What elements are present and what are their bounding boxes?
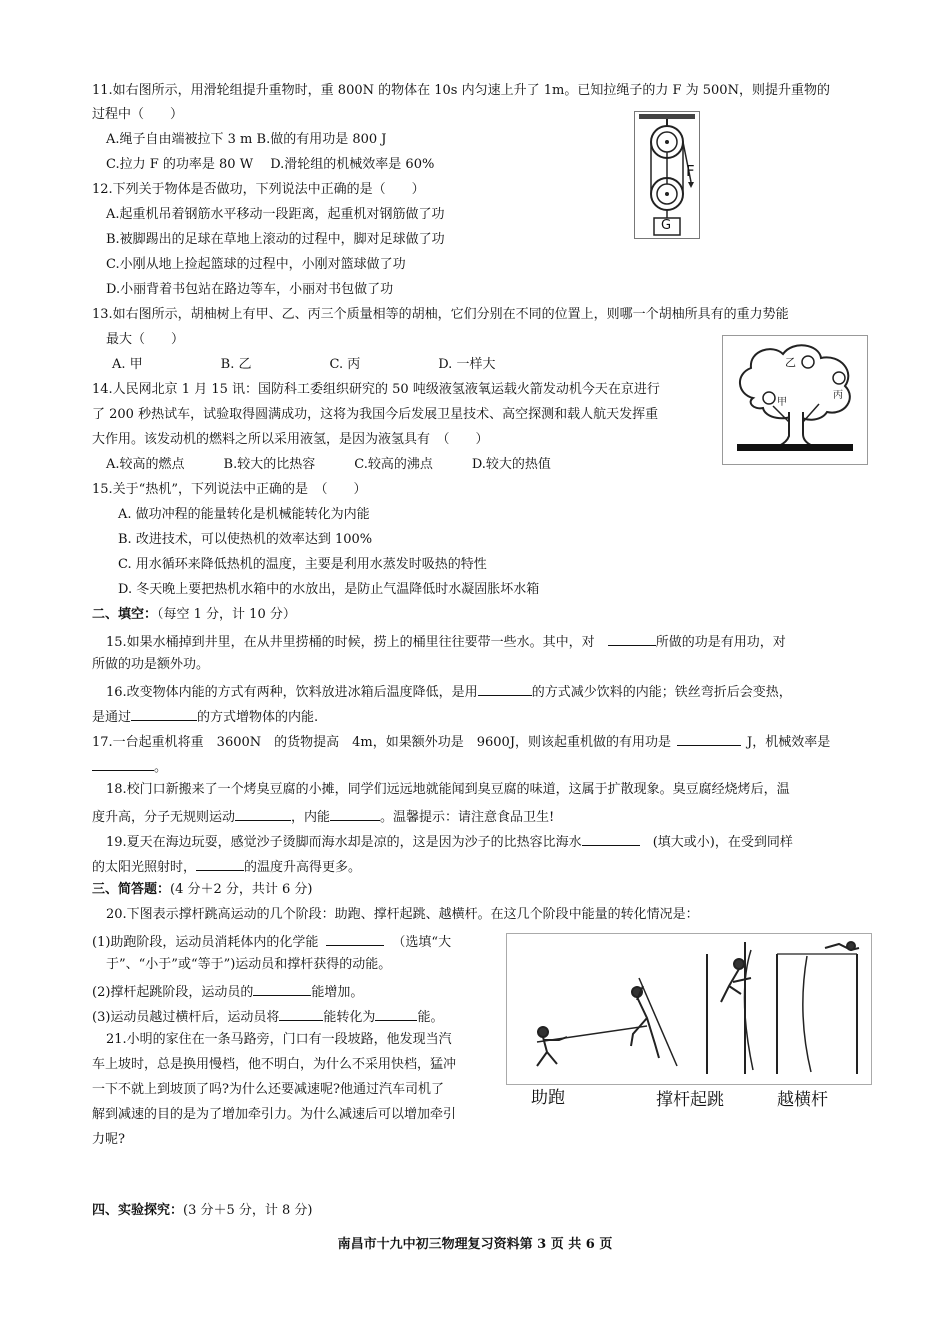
q12-option-b: B.被脚踢出的足球在草地上滚动的过程中，脚对足球做了功 (106, 232, 445, 247)
pulley-weight-label: G (661, 218, 672, 233)
q20-blank1[interactable] (326, 931, 384, 946)
q20-blank3[interactable] (279, 1006, 323, 1021)
q20-part1-line1 (92, 931, 451, 952)
fill18-blank2[interactable] (330, 806, 380, 821)
q21-line2: 车上坡时，总是换用慢档，他不明白，为什么不采用快档，猛冲 (92, 1057, 457, 1072)
q11-stem-line1: 11.如右图所示，用滑轮组提升重物时，重 800N 的物体在 10s 内匀速上升了 1m。已知拉绳子的力 F 为 500N，则提升重物的 (92, 83, 830, 98)
fill19-blank2[interactable] (196, 856, 244, 871)
fill16-l2post: 的方式增物体的内能. (197, 710, 319, 725)
fill15-line2: 所做的功是额外功。 (92, 657, 210, 672)
q20-part1-line2: 于”、“小于”或“等于”)运动员和撑杆获得的动能。 (106, 957, 392, 972)
pulley-figure (634, 111, 700, 239)
fill16-pre: 16.改变物体内能的方式有两种，饮料放进冰箱后温度降低，是用 (106, 685, 478, 700)
q21-line5: 力呢? (92, 1132, 125, 1147)
q20-stem: 20.下图表示撑杆跳高运动的几个阶段：助跑、撑杆起跳、越横杆。在这几个阶段中能量的转化情况是： (106, 907, 699, 922)
fill17-line1 (92, 731, 830, 752)
fill16-line1 (106, 681, 792, 702)
fill16-blank1[interactable] (478, 681, 532, 696)
fill19-blank1[interactable] (582, 831, 640, 846)
page-footer: 南昌市十九中初三物理复习资料第 3 页 共 6 页 (337, 1237, 613, 1252)
fill16-blank2[interactable] (131, 706, 197, 721)
tree-label-bing: 丙 (833, 390, 843, 401)
q21-line3: 一下不就上到坡顶了吗?为什么还要减速呢?他通过汽车司机了 (92, 1082, 444, 1097)
q11-stem-line2: 过程中（ ） (92, 107, 184, 122)
fill17-blank2[interactable] (92, 756, 154, 771)
q11-options-cd: C.拉力 F 的功率是 80 W D.滑轮组的机械效率是 60% (106, 157, 435, 172)
fill19-line1 (106, 831, 793, 852)
q20-part3 (92, 1006, 443, 1027)
q12-option-a: A.起重机吊着钢筋水平移动一段距离，起重机对钢筋做了功 (106, 207, 445, 222)
section4-note: (3 分＋5 分，计 8 分) (183, 1203, 313, 1218)
fill16-mid: 的方式减少饮料的内能；铁丝弯折后会变热， (531, 685, 792, 700)
q20-p3b: 能转化为 (323, 1010, 376, 1025)
q12-option-c: C.小刚从地上捡起篮球的过程中，小刚对篮球做了功 (106, 257, 406, 272)
section2-title: 二、填空： (92, 607, 158, 622)
fill17-end: 。 (154, 760, 168, 775)
tree-label-yi: 乙 (785, 356, 796, 369)
fill18-line1: 18.校门口新搬来了一个烤臭豆腐的小摊，同学们远远地就能闻到臭豆腐的味道，这属于扩散现象。臭豆腐经烧烤后，温 (106, 782, 790, 797)
q21-line4: 解到减速的目的是为了增加牵引力。为什么减速后可以增加牵引 (92, 1107, 457, 1122)
pulley-force-label: F (686, 162, 695, 180)
q20-blank2[interactable] (253, 981, 311, 996)
q21-line1: 21.小明的家住在一条马路旁，门口有一段坡路，他发现当汽 (106, 1032, 452, 1047)
q14-line1: 14.人民网北京 1 月 15 讯：国防科工委组织研究的 50 吨级液氢液氧运载火箭发动机今天在京进行 (92, 382, 660, 397)
fill18-line2 (92, 806, 554, 827)
q15-option-a: A. 做功冲程的能量转化是机械能转化为内能 (118, 507, 370, 522)
q15-option-c: C. 用水循环来降低热机的温度，主要是利用水蒸发时吸热的特性 (118, 557, 487, 572)
pole-caption-clear-bar: 越横杆 (777, 1090, 828, 1110)
q20-p1b: （选填“大 (392, 935, 452, 950)
q20-blank4[interactable] (375, 1006, 417, 1021)
q20-p1a: (1)助跑阶段，运动员消耗体内的化学能 (92, 935, 319, 950)
q14-line2: 了 200 秒热试车，试验取得圆满成功，这将为我国今后发展卫星技术、高空探测和载人航天发挥重 (92, 407, 659, 422)
fill17-blank1[interactable] (677, 731, 741, 746)
q12-option-d: D.小丽背着书包站在路边等车，小丽对书包做了功 (106, 282, 394, 297)
q13-options: A. 甲 B. 乙 C. 丙 D. 一样大 (112, 357, 496, 372)
fill19-l2pre: 的太阳光照射时， (92, 860, 197, 875)
section4-heading (92, 1202, 313, 1220)
q11-options-ab: A.绳子自由端被拉下 3 m B.做的有用功是 800 J (106, 132, 387, 147)
fill18-blank1[interactable] (235, 806, 291, 821)
section2-heading (92, 606, 296, 624)
section3-note: (4 分＋2 分，共计 6 分) (170, 882, 313, 897)
fill15-line1 (106, 631, 786, 652)
fill15-blank1[interactable] (608, 631, 656, 646)
fill17-pre: 17.一台起重机将重 3600N 的货物提高 4m，如果额外功是 9600J，则该起重机做的有用功是 (92, 735, 672, 750)
q14-line3: 大作用。该发动机的燃料之所以采用液氢，是因为液氢具有 （ ） (92, 432, 489, 447)
section2-note: （每空 1 分，计 10 分） (157, 607, 296, 622)
q20-p2b: 能增加。 (311, 985, 364, 1000)
q20-part2 (92, 981, 363, 1002)
q15-option-d: D. 冬天晚上要把热机水箱中的水放出，是防止气温降低时水凝固胀坏水箱 (118, 582, 540, 597)
fill19-pre: 19.夏天在海边玩耍，感觉沙子烫脚而海水却是凉的，这是因为沙子的比热容比海水 (106, 835, 582, 850)
fill15-pre: 15.如果水桶掉到井里，在从井里捞桶的时候，捞上的桶里往往要带一些水。其中，对 (106, 635, 608, 650)
fill18-l2mid: ，内能 (291, 810, 331, 825)
fill17-mid: J，机械效率是 (747, 735, 831, 750)
fill19-post: (填大或小)，在受到同样 (639, 835, 793, 850)
q20-p3a: (3)运动员越过横杆后，运动员将 (92, 1010, 280, 1025)
pole-vault-figure (506, 933, 872, 1085)
fill19-line2 (92, 856, 361, 877)
fill18-l2pre: 度升高，分子无规则运动 (92, 810, 236, 825)
q20-p3c: 能。 (417, 1010, 444, 1025)
q20-p2a: (2)撑杆起跳阶段，运动员的 (92, 985, 254, 1000)
fill16-line2 (92, 706, 318, 727)
fill19-l2post: 的温度升高得更多。 (244, 860, 362, 875)
fill16-l2pre: 是通过 (92, 710, 132, 725)
section3-title: 三、简答题： (92, 882, 171, 897)
fill18-l2post: 。温馨提示：请注意食品卫生! (380, 810, 555, 825)
fill17-line2 (92, 756, 167, 777)
q15-option-b: B. 改进技术，可以使热机的效率达到 100% (118, 532, 373, 547)
q14-options: A.较高的燃点 B.较大的比热容 C.较高的沸点 D.较大的热值 (106, 457, 551, 472)
tree-figure (722, 335, 868, 465)
fill15-post: 所做的功是有用功，对 (655, 635, 786, 650)
q12-stem: 12.下列关于物体是否做功，下列说法中正确的是（ ） (92, 182, 425, 197)
pole-caption-takeoff: 撑杆起跳 (656, 1090, 724, 1110)
section4-title: 四、实验探究： (92, 1203, 184, 1218)
q13-stem-line1: 13.如右图所示，胡柚树上有甲、乙、丙三个质量相等的胡柚，它们分别在不同的位置上，则哪一个胡柚所具有的重力势能 (92, 307, 789, 322)
section3-heading (92, 881, 313, 899)
pole-caption-run-up: 助跑 (531, 1088, 565, 1108)
q15-stem: 15.关于“热机”，下列说法中正确的是 （ ） (92, 482, 367, 497)
tree-label-jia: 甲 (777, 397, 787, 408)
q13-stem-line2: 最大（ ） (106, 332, 185, 347)
